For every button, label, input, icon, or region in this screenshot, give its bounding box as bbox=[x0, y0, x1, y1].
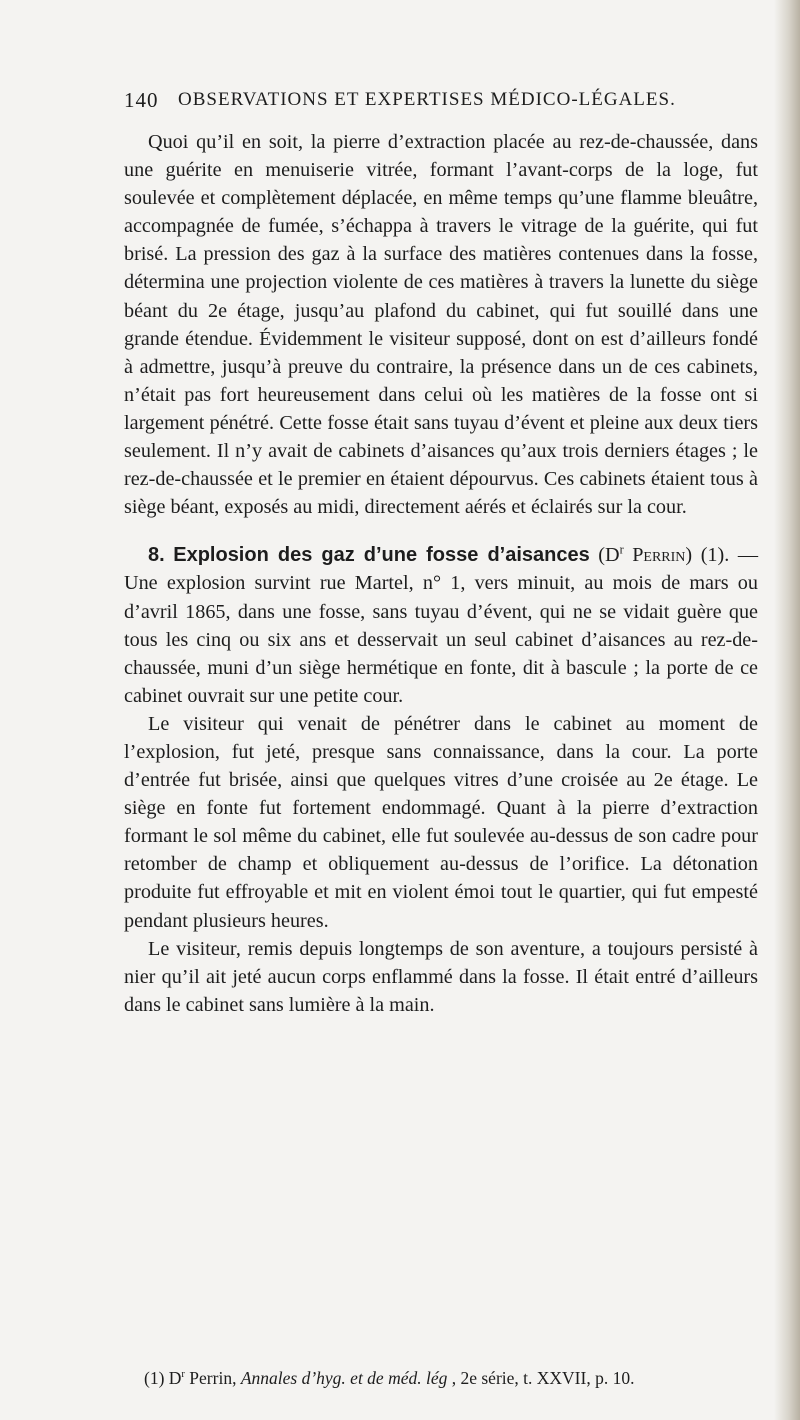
page-number: 140 bbox=[124, 88, 159, 112]
section-number: 8. bbox=[148, 544, 165, 567]
footnote-details: , 2e série, t. XXVII, p. 10. bbox=[447, 1368, 635, 1388]
footnote-marker-sup: r bbox=[181, 1369, 185, 1381]
footnote-journal: Annales d’hyg. et de méd. lég bbox=[240, 1368, 448, 1388]
footnote bbox=[144, 1368, 764, 1389]
footnote-marker: (1) D bbox=[144, 1368, 182, 1388]
running-title: OBSERVATIONS ET EXPERTISES MÉDICO-LÉGALES. bbox=[178, 89, 676, 110]
page-edge-shadow bbox=[774, 0, 800, 1420]
author-prefix: (D bbox=[598, 544, 620, 567]
paragraph-4: Le visiteur, remis depuis longtemps de son aventure, a toujours persisté à nier qu’il ait jeté aucun corps enflammé dans la fosse. Il était entré d’ailleurs dans le cabinet sans lumière à la main. bbox=[124, 937, 758, 1016]
author-suffix: ) (1). — bbox=[685, 544, 759, 567]
section-8-paragraph bbox=[124, 541, 758, 710]
body-text bbox=[124, 128, 758, 1019]
section-8-text: Une explosion survint rue Martel, n° 1, vers minuit, au mois de mars ou d’avril 1865, dans une fosse, sans tuyau d’évent, qui ne se vidait guère que tous les cinq ou six ans et desservait un seul cabinet d’aisances au rez-de-chaussée, muni d’un siège hermétique en fonte, dit à bascule ; la porte de ce cabinet ouvrait sur une petite cour. bbox=[124, 572, 758, 707]
paragraph-3: Le visiteur qui venait de pénétrer dans le cabinet au moment de l’explosion, fut jeté, presque sans connaissance, dans la cour. La porte d’entrée fut brisée, ainsi que quelques vitres d’une croisée au 2e étage. Le siège en fonte fut fortement endommagé. Quant à la pierre d’extraction formant le sol même du cabinet, elle fut soulevée au-dessus de son cadre pour retomber de champ et obliquement au-dessus de l’orifice. La détonation produite fut effroyable et mit en violent émoi tout le quartier, qui fut empesté pendant plusieurs heures. bbox=[124, 712, 758, 932]
author-name: Perrin bbox=[632, 544, 686, 567]
section-title: Explosion des gaz d’une fosse d’aisances bbox=[173, 544, 590, 567]
footnote-author: Perrin, bbox=[184, 1368, 241, 1388]
paragraph-1: Quoi qu’il en soit, la pierre d’extraction placée au rez-de-chaussée, dans une guérite en menuiserie vitrée, formant l’avant-corps de la loge, fut soulevée et complètement déplacée, en même temps qu’une flamme bleuâtre, accompagnée de fumée, s’échappa à travers le vitrage de la guérite, qui fut brisé. La pression des gaz à la surface des matières contenues dans la fosse, détermina une projection violente de ces matières à travers la lunette du siège béant du 2e étage, jusqu’au plafond du cabinet, qui fut souillé dans une grande étendue. Évidemment le visiteur supposé, dont on est d’ailleurs fondé à admettre, jusqu’à preuve du contraire, la présence dans un de ces cabinets, n’était pas fort heureusement dans celui où les matières de la fosse ont si largement pénétré. Cette fosse était sans tuyau d’évent et pleine aux deux tiers seulement. Il n’y avait de cabinets d’aisances qu’aux trois derniers étages ; le rez-de-chaussée et le premier en étaient dépourvus. Ces cabinets étaient tous à siège béant, exposés au midi, directement aérés et éclairés sur la cour. bbox=[124, 131, 758, 519]
author-prefix-sup: r bbox=[619, 542, 624, 557]
